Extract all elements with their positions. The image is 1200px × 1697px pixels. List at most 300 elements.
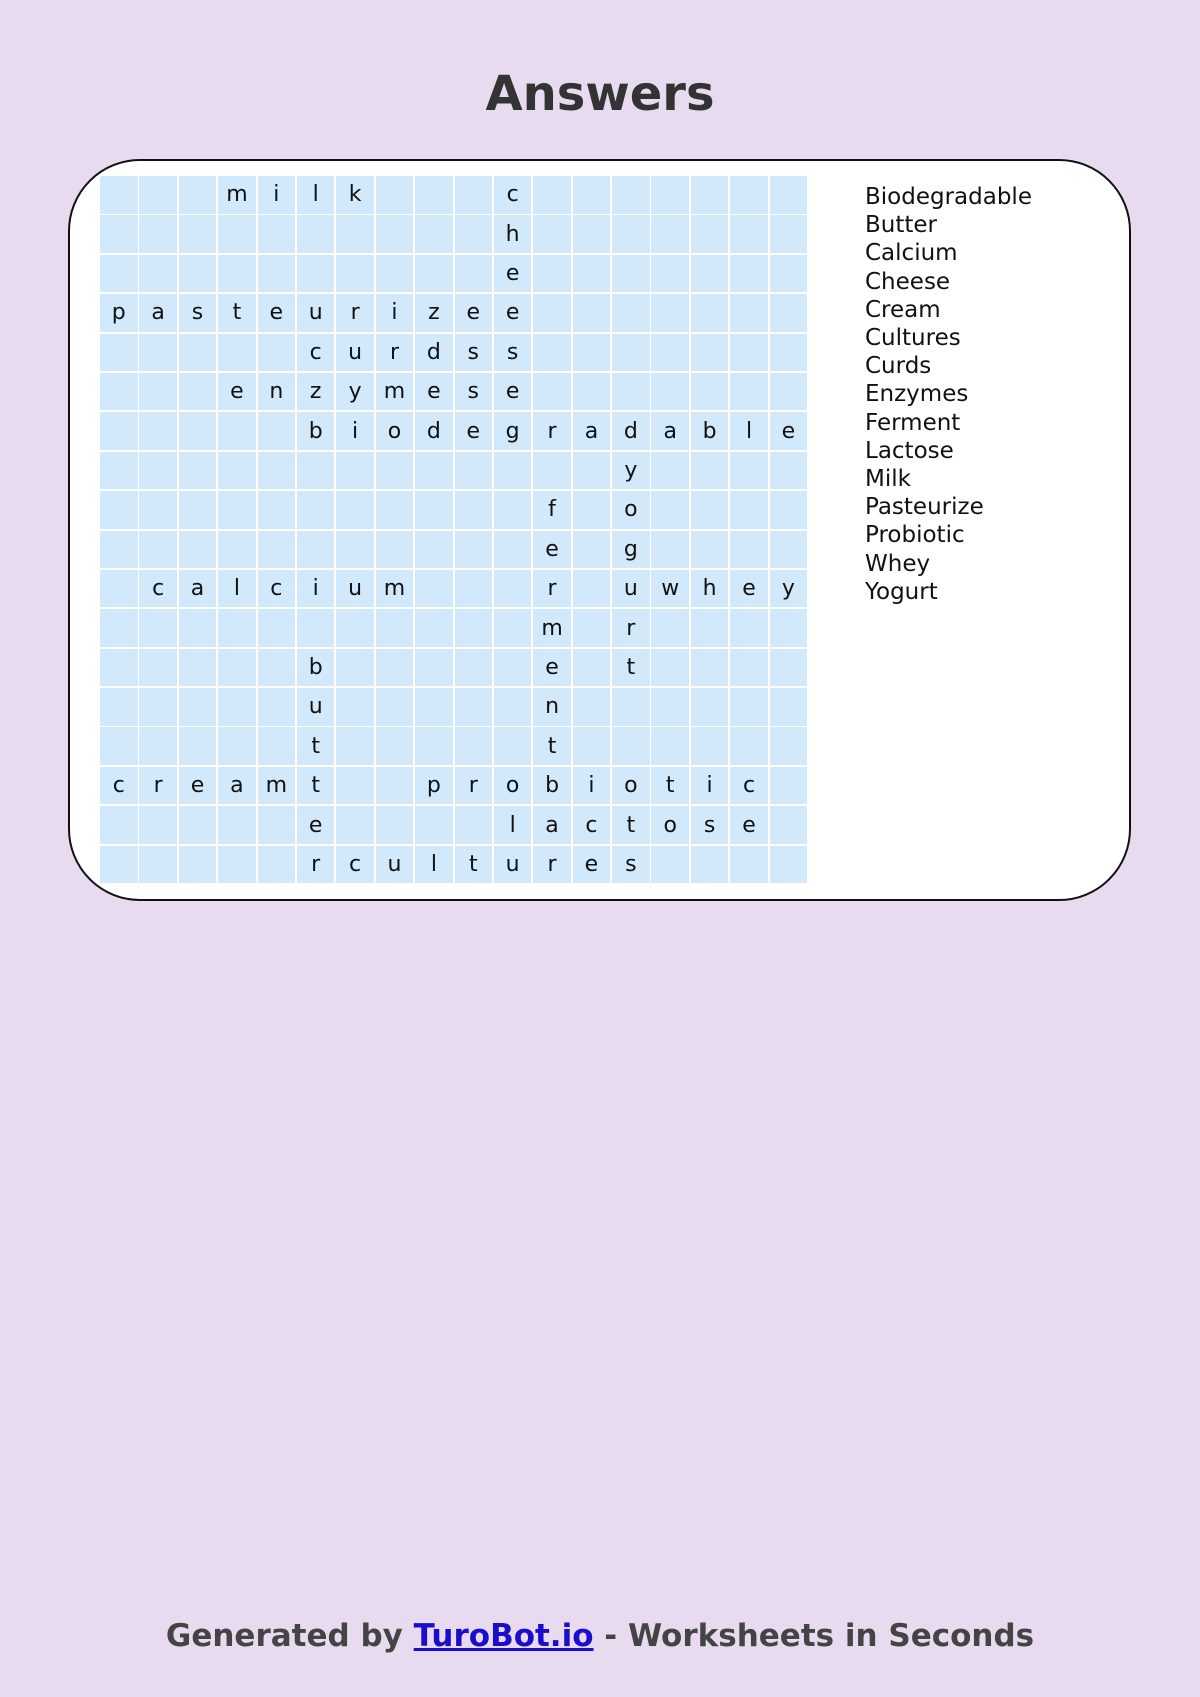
grid-cell — [179, 649, 217, 687]
grid-cell: t — [297, 767, 335, 805]
grid-cell — [573, 452, 611, 490]
word-list-item: Pasteurize — [865, 494, 984, 521]
grid-cell — [218, 491, 256, 529]
grid-cell — [376, 452, 414, 490]
grid-cell — [415, 176, 453, 214]
grid-cell: e — [455, 412, 493, 450]
grid-cell: a — [573, 412, 611, 450]
grid-cell — [336, 255, 374, 293]
grid-cell: n — [533, 688, 571, 726]
grid-cell — [218, 649, 256, 687]
grid-cell — [297, 609, 335, 647]
word-list-item: Probiotic — [865, 522, 965, 549]
grid-cell — [415, 806, 453, 844]
grid-cell — [455, 609, 493, 647]
grid-cell — [691, 609, 729, 647]
grid-cell: b — [297, 649, 335, 687]
grid-cell: r — [139, 767, 177, 805]
grid-cell: i — [691, 767, 729, 805]
turobot-link[interactable]: TuroBot.io — [413, 1618, 594, 1654]
grid-cell: e — [415, 373, 453, 411]
grid-cell — [139, 609, 177, 647]
grid-cell: o — [651, 806, 689, 844]
grid-cell: r — [455, 767, 493, 805]
grid-cell: m — [376, 570, 414, 608]
grid-cell — [533, 215, 571, 253]
grid-cell: t — [218, 294, 256, 332]
grid-cell — [573, 531, 611, 569]
word-list-item: Whey — [865, 550, 931, 577]
grid-cell — [376, 688, 414, 726]
grid-cell: c — [297, 334, 335, 372]
word-list-item: Curds — [865, 353, 932, 380]
grid-cell: a — [218, 767, 256, 805]
grid-cell: w — [651, 570, 689, 608]
grid-cell — [573, 570, 611, 608]
grid-cell: u — [336, 334, 374, 372]
grid-cell — [336, 531, 374, 569]
word-list — [865, 183, 1032, 606]
grid-cell: s — [455, 334, 493, 372]
grid-cell — [376, 215, 414, 253]
grid-cell — [494, 491, 532, 529]
grid-cell — [297, 215, 335, 253]
grid-cell — [730, 727, 768, 765]
grid-cell — [139, 334, 177, 372]
grid-cell: d — [415, 412, 453, 450]
grid-cell — [770, 649, 808, 687]
grid-cell — [770, 846, 808, 884]
word-list-item: Lactose — [865, 437, 954, 464]
grid-cell: n — [258, 373, 296, 411]
grid-cell: e — [297, 806, 335, 844]
grid-cell — [573, 649, 611, 687]
grid-cell — [415, 688, 453, 726]
grid-cell: t — [533, 727, 571, 765]
grid-cell — [179, 609, 217, 647]
grid-cell — [651, 727, 689, 765]
grid-cell — [139, 688, 177, 726]
grid-cell: d — [415, 334, 453, 372]
grid-cell: d — [612, 412, 650, 450]
grid-cell — [770, 491, 808, 529]
grid-cell — [612, 215, 650, 253]
grid-cell — [770, 531, 808, 569]
grid-cell — [651, 294, 689, 332]
grid-cell — [376, 176, 414, 214]
grid-cell: e — [258, 294, 296, 332]
page-title: Answers — [485, 66, 715, 122]
grid-cell — [573, 176, 611, 214]
grid-cell — [573, 215, 611, 253]
grid-cell: a — [139, 294, 177, 332]
grid-cell — [455, 806, 493, 844]
grid-cell: s — [494, 334, 532, 372]
grid-cell — [218, 334, 256, 372]
grid-cell: z — [415, 294, 453, 332]
grid-cell — [179, 255, 217, 293]
word-list-item: Cream — [865, 296, 941, 323]
grid-cell: c — [573, 806, 611, 844]
grid-cell: t — [651, 767, 689, 805]
grid-cell — [533, 294, 571, 332]
grid-cell — [573, 609, 611, 647]
grid-cell — [100, 688, 138, 726]
grid-cell — [533, 176, 571, 214]
grid-cell — [179, 846, 217, 884]
grid-cell: e — [494, 255, 532, 293]
grid-cell — [730, 609, 768, 647]
grid-cell — [100, 215, 138, 253]
grid-cell: r — [533, 846, 571, 884]
grid-cell — [100, 727, 138, 765]
grid-cell — [100, 373, 138, 411]
word-list-item: Enzymes — [865, 381, 969, 408]
grid-cell: c — [139, 570, 177, 608]
grid-cell: m — [258, 767, 296, 805]
grid-cell: l — [415, 846, 453, 884]
grid-cell — [533, 334, 571, 372]
grid-cell — [100, 452, 138, 490]
grid-cell: r — [533, 570, 571, 608]
grid-cell — [415, 727, 453, 765]
grid-cell — [297, 452, 335, 490]
grid-cell — [691, 334, 729, 372]
grid-cell: s — [179, 294, 217, 332]
grid-cell — [730, 176, 768, 214]
grid-cell — [179, 806, 217, 844]
grid-cell: e — [770, 412, 808, 450]
grid-cell — [100, 334, 138, 372]
grid-cell: s — [455, 373, 493, 411]
grid-cell: h — [691, 570, 729, 608]
grid-cell — [770, 688, 808, 726]
grid-cell — [691, 215, 729, 253]
grid-cell — [494, 570, 532, 608]
grid-cell — [415, 531, 453, 569]
grid-cell — [336, 609, 374, 647]
grid-cell — [258, 215, 296, 253]
grid-cell — [376, 727, 414, 765]
grid-cell: m — [533, 609, 571, 647]
grid-cell: r — [376, 334, 414, 372]
grid-cell — [100, 846, 138, 884]
grid-cell: u — [494, 846, 532, 884]
grid-cell: y — [612, 452, 650, 490]
grid-cell: c — [100, 767, 138, 805]
word-list-item: Ferment — [865, 409, 961, 436]
footer-prefix: Generated by — [165, 1618, 414, 1654]
grid-cell: o — [376, 412, 414, 450]
grid-cell — [730, 846, 768, 884]
grid-cell — [533, 373, 571, 411]
grid-cell — [691, 255, 729, 293]
grid-cell — [730, 452, 768, 490]
grid-cell — [612, 294, 650, 332]
word-list-item: Cheese — [865, 268, 951, 295]
grid-cell — [494, 649, 532, 687]
grid-cell — [100, 255, 138, 293]
grid-cell: m — [218, 176, 256, 214]
grid-cell: u — [297, 688, 335, 726]
grid-cell — [376, 531, 414, 569]
grid-cell: y — [770, 570, 808, 608]
grid-cell — [336, 767, 374, 805]
grid-cell — [100, 609, 138, 647]
grid-cell — [770, 294, 808, 332]
grid-cell — [179, 176, 217, 214]
grid-cell — [691, 727, 729, 765]
grid-cell — [730, 215, 768, 253]
grid-cell — [100, 531, 138, 569]
word-list-item: Calcium — [865, 240, 958, 267]
grid-cell — [415, 491, 453, 529]
grid-cell — [730, 531, 768, 569]
grid-cell — [297, 491, 335, 529]
grid-cell: g — [612, 531, 650, 569]
grid-cell: t — [455, 846, 493, 884]
grid-cell — [179, 531, 217, 569]
grid-cell — [691, 649, 729, 687]
grid-cell: u — [376, 846, 414, 884]
grid-cell — [258, 491, 296, 529]
grid-cell: r — [336, 294, 374, 332]
grid-cell — [218, 215, 256, 253]
grid-cell — [376, 255, 414, 293]
grid-cell — [455, 570, 493, 608]
grid-cell: o — [612, 767, 650, 805]
grid-cell — [651, 255, 689, 293]
grid-cell: e — [455, 294, 493, 332]
grid-cell — [100, 649, 138, 687]
grid-cell — [494, 609, 532, 647]
grid-cell — [573, 373, 611, 411]
grid-cell — [573, 294, 611, 332]
grid-cell — [730, 649, 768, 687]
grid-cell — [612, 688, 650, 726]
grid-cell — [139, 215, 177, 253]
grid-cell — [770, 609, 808, 647]
grid-cell: b — [533, 767, 571, 805]
grid-cell — [770, 334, 808, 372]
grid-cell — [258, 334, 296, 372]
grid-cell — [139, 373, 177, 411]
grid-cell: l — [297, 176, 335, 214]
grid-cell — [100, 570, 138, 608]
grid-cell — [770, 452, 808, 490]
grid-cell: i — [297, 570, 335, 608]
grid-cell — [100, 176, 138, 214]
grid-cell: b — [691, 412, 729, 450]
grid-cell: l — [218, 570, 256, 608]
grid-cell: e — [494, 294, 532, 332]
grid-cell — [139, 491, 177, 529]
grid-cell — [179, 334, 217, 372]
grid-cell — [258, 255, 296, 293]
grid-cell — [651, 688, 689, 726]
grid-cell: l — [730, 412, 768, 450]
grid-cell: i — [376, 294, 414, 332]
grid-cell — [218, 452, 256, 490]
grid-cell — [415, 570, 453, 608]
grid-cell — [258, 609, 296, 647]
grid-cell — [179, 491, 217, 529]
grid-cell — [691, 491, 729, 529]
grid-cell — [100, 491, 138, 529]
grid-cell: b — [297, 412, 335, 450]
grid-cell — [455, 452, 493, 490]
grid-cell: t — [297, 727, 335, 765]
grid-cell: c — [336, 846, 374, 884]
grid-cell — [691, 373, 729, 411]
grid-cell: m — [376, 373, 414, 411]
grid-cell — [258, 531, 296, 569]
grid-cell: k — [336, 176, 374, 214]
grid-cell — [455, 215, 493, 253]
grid-cell — [455, 649, 493, 687]
grid-cell — [297, 255, 335, 293]
grid-cell — [139, 176, 177, 214]
grid-cell — [139, 452, 177, 490]
grid-cell — [336, 727, 374, 765]
grid-cell — [651, 531, 689, 569]
grid-cell — [691, 176, 729, 214]
grid-cell — [612, 727, 650, 765]
grid-cell — [258, 727, 296, 765]
grid-cell: l — [494, 806, 532, 844]
grid-cell: t — [612, 806, 650, 844]
grid-cell — [730, 491, 768, 529]
grid-cell: i — [336, 412, 374, 450]
grid-cell — [218, 688, 256, 726]
grid-cell: a — [651, 412, 689, 450]
grid-cell: u — [612, 570, 650, 608]
grid-cell — [533, 452, 571, 490]
grid-cell — [258, 688, 296, 726]
grid-cell: e — [533, 531, 571, 569]
grid-cell — [573, 727, 611, 765]
grid-cell — [336, 688, 374, 726]
grid-cell — [770, 806, 808, 844]
grid-cell — [573, 334, 611, 372]
grid-cell: r — [297, 846, 335, 884]
grid-cell — [770, 255, 808, 293]
grid-cell — [612, 334, 650, 372]
grid-cell: r — [612, 609, 650, 647]
grid-cell: a — [179, 570, 217, 608]
grid-cell — [179, 727, 217, 765]
grid-cell — [139, 255, 177, 293]
grid-cell — [573, 255, 611, 293]
grid-cell — [336, 491, 374, 529]
grid-cell — [730, 255, 768, 293]
grid-cell — [218, 846, 256, 884]
grid-cell — [376, 491, 414, 529]
grid-cell — [455, 255, 493, 293]
grid-cell — [494, 727, 532, 765]
grid-cell — [730, 688, 768, 726]
grid-cell: c — [494, 176, 532, 214]
grid-cell — [455, 531, 493, 569]
grid-cell — [455, 727, 493, 765]
grid-cell — [651, 846, 689, 884]
grid-cell — [415, 452, 453, 490]
grid-cell — [218, 412, 256, 450]
grid-cell: e — [730, 806, 768, 844]
grid-cell — [730, 334, 768, 372]
grid-cell — [179, 373, 217, 411]
grid-cell — [376, 767, 414, 805]
grid-cell — [139, 531, 177, 569]
grid-cell — [651, 373, 689, 411]
grid-cell — [691, 846, 729, 884]
grid-cell — [770, 727, 808, 765]
word-list-item: Milk — [865, 466, 911, 493]
grid-cell — [100, 412, 138, 450]
word-search-grid — [100, 176, 807, 883]
grid-cell — [651, 649, 689, 687]
grid-cell — [455, 491, 493, 529]
grid-cell — [691, 531, 729, 569]
grid-cell — [336, 452, 374, 490]
grid-cell — [415, 649, 453, 687]
grid-cell — [100, 806, 138, 844]
grid-cell — [494, 688, 532, 726]
grid-cell: e — [573, 846, 611, 884]
grid-cell — [770, 215, 808, 253]
grid-cell — [336, 649, 374, 687]
grid-cell — [651, 334, 689, 372]
grid-cell: o — [494, 767, 532, 805]
footer — [0, 1618, 1200, 1654]
grid-cell — [573, 688, 611, 726]
word-list-item: Butter — [865, 212, 937, 239]
grid-cell — [376, 649, 414, 687]
grid-cell — [258, 806, 296, 844]
grid-cell: p — [415, 767, 453, 805]
grid-cell — [651, 176, 689, 214]
grid-cell — [612, 255, 650, 293]
grid-cell — [139, 649, 177, 687]
grid-cell — [691, 688, 729, 726]
grid-cell — [179, 215, 217, 253]
grid-cell — [258, 649, 296, 687]
grid-cell — [218, 531, 256, 569]
grid-cell — [494, 452, 532, 490]
grid-cell: s — [612, 846, 650, 884]
grid-cell: y — [336, 373, 374, 411]
grid-cell — [179, 452, 217, 490]
grid-cell — [218, 609, 256, 647]
grid-cell: c — [730, 767, 768, 805]
grid-cell: u — [336, 570, 374, 608]
grid-cell — [770, 767, 808, 805]
grid-cell — [376, 609, 414, 647]
grid-cell: p — [100, 294, 138, 332]
grid-cell: o — [612, 491, 650, 529]
grid-cell — [730, 294, 768, 332]
grid-cell — [336, 215, 374, 253]
grid-cell — [139, 412, 177, 450]
grid-cell — [691, 452, 729, 490]
grid-cell: s — [691, 806, 729, 844]
grid-cell — [612, 176, 650, 214]
grid-cell — [139, 727, 177, 765]
grid-cell: r — [533, 412, 571, 450]
grid-cell — [612, 373, 650, 411]
grid-cell: i — [573, 767, 611, 805]
grid-cell — [415, 215, 453, 253]
